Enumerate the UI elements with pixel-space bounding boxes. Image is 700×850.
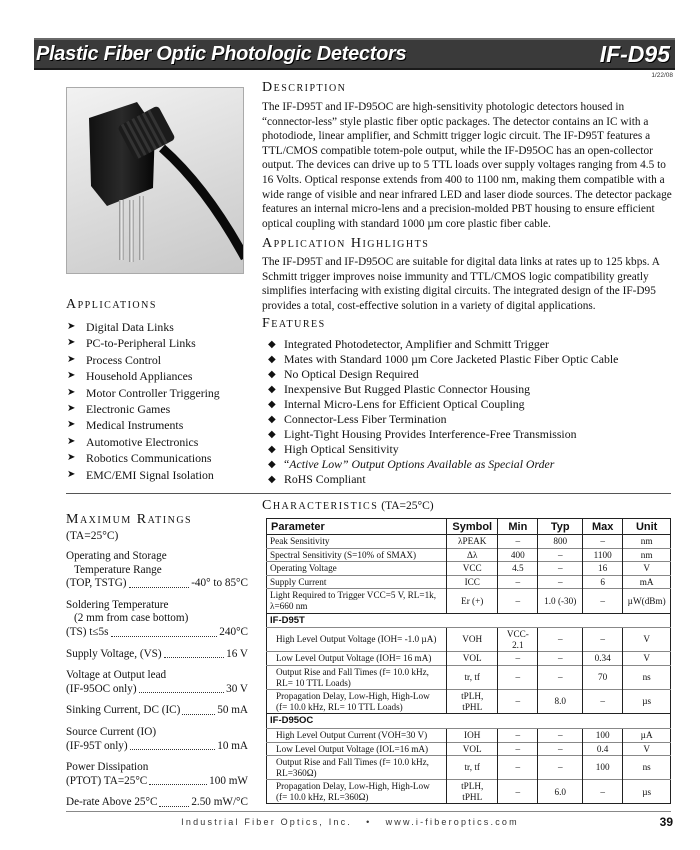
list-item: ◆ Connector-Less Fiber Termination xyxy=(268,412,447,426)
table-cell: – xyxy=(583,589,623,613)
characteristics-table xyxy=(266,518,671,804)
rating-output-voltage: Voltage at Output lead (IF-95OC only) 30 V xyxy=(66,669,248,695)
table-cell: 0.34 xyxy=(583,652,623,666)
diamond-icon: ◆ xyxy=(268,384,276,395)
rating-supply-voltage: Supply Voltage, (VS) 16 V xyxy=(66,647,248,660)
max-ratings-condition: (TA=25°C) xyxy=(66,530,119,542)
list-item: ◆ Light-Tight Housing Provides Interference-Free Transmission xyxy=(268,427,577,441)
page-title: Plastic Fiber Optic Photologic Detectors xyxy=(36,43,407,65)
table-cell: 8.0 xyxy=(538,690,583,714)
revision-date: 1/22/08 xyxy=(651,72,673,79)
rating-power-dissipation: Power Dissipation (PTOT) TA=25°C 100 mW xyxy=(66,761,248,787)
table-cell: – xyxy=(498,535,538,549)
table-row xyxy=(267,535,671,549)
table-cell: V xyxy=(623,562,671,576)
detector-illustration xyxy=(67,88,244,274)
diamond-icon: ◆ xyxy=(268,414,276,425)
table-cell: – xyxy=(498,690,538,714)
arrow-icon: ➤ xyxy=(67,452,76,464)
table-cell: V xyxy=(623,742,671,756)
table-row xyxy=(267,714,671,729)
table-header-row xyxy=(267,519,671,535)
table-cell: tPLH, tPHL xyxy=(447,780,498,804)
arrow-icon: ➤ xyxy=(67,370,76,382)
arrow-icon: ➤ xyxy=(67,353,76,365)
arrow-icon: ➤ xyxy=(67,435,76,447)
table-cell: 800 xyxy=(538,535,583,549)
list-item: ◆ “Active Low” Output Options Available as Special Order xyxy=(268,457,555,471)
table-row xyxy=(267,690,671,714)
table-cell: ns xyxy=(623,665,671,689)
diamond-icon: ◆ xyxy=(268,369,276,380)
diamond-icon: ◆ xyxy=(268,444,276,455)
column-header: Min xyxy=(498,519,538,535)
table-cell: µA xyxy=(623,728,671,742)
arrow-icon: ➤ xyxy=(67,419,76,431)
list-item: ◆ Inexpensive But Rugged Plastic Connector Housing xyxy=(268,382,531,396)
diamond-icon: ◆ xyxy=(268,474,276,485)
table-cell: Output Rise and Fall Times (f= 10.0 kHz, RL= 10 TTL Loads) xyxy=(267,665,447,689)
table-cell: Propagation Delay, Low-High, High-Low (f= 10.0 kHz, RL= 10 TTL Loads) xyxy=(267,690,447,714)
table-cell: 1.0 (-30) xyxy=(538,589,583,613)
table-row xyxy=(267,665,671,689)
table-cell: tr, tf xyxy=(447,665,498,689)
table-cell: λPEAK xyxy=(447,535,498,549)
rating-op-storage: Operating and Storage Temperature Range (TOP, TSTG) -40° to 85°C xyxy=(66,550,248,590)
table-row xyxy=(267,628,671,652)
table-cell: Δλ xyxy=(447,548,498,562)
table-cell: – xyxy=(538,562,583,576)
list-item: ◆ Internal Micro-Lens for Efficient Optical Coupling xyxy=(268,397,525,411)
table-cell: Propagation Delay, Low-High, High-Low (f= 10.0 kHz, RL=360Ω) xyxy=(267,780,447,804)
list-item: ➤ Electronic Games xyxy=(67,402,171,417)
table-cell: Operating Voltage xyxy=(267,562,447,576)
table-cell: VCC xyxy=(447,562,498,576)
highlights-text: The IF-D95T and IF-D95OC are suitable for digital data links at rates up to 125 kbps. A Schmitt trigger improves noise immunity and TTL/CMOS logic compatibility greatly simplifies interfacing with existing digital circuits. The integrated design of the IF-D95 provides a total, cost-effective solution in a variety of digital applications. xyxy=(262,256,660,312)
company-name: Industrial Fiber Optics, Inc. xyxy=(181,817,353,827)
table-cell: V xyxy=(623,628,671,652)
column-header: Max xyxy=(583,519,623,535)
list-item: ➤ Process Control xyxy=(67,352,162,367)
list-item: ◆ High Optical Sensitivity xyxy=(268,442,399,456)
table-cell: High Level Output Voltage (IOH= -1.0 µA) xyxy=(267,628,447,652)
table-cell: V xyxy=(623,652,671,666)
list-item: ➤ Medical Instruments xyxy=(67,418,184,433)
table-cell: – xyxy=(498,575,538,589)
part-number: IF-D95 xyxy=(599,41,670,67)
features-section xyxy=(262,316,672,487)
table-cell: VOH xyxy=(447,628,498,652)
features-list xyxy=(262,337,672,487)
table-section-label: IF-D95T xyxy=(267,613,671,628)
diamond-icon: ◆ xyxy=(268,339,276,350)
table-cell: Light Required to Trigger VCC=5 V, RL=1k, λ=660 nm xyxy=(267,589,447,613)
table-row xyxy=(267,652,671,666)
table-cell: – xyxy=(498,652,538,666)
arrow-icon: ➤ xyxy=(67,337,76,349)
table-cell: – xyxy=(538,756,583,780)
table-cell: – xyxy=(538,728,583,742)
section-divider xyxy=(66,493,671,494)
table-row xyxy=(267,575,671,589)
table-cell: µs xyxy=(623,780,671,804)
applications-list xyxy=(66,319,256,483)
column-header: Parameter xyxy=(267,519,447,535)
footer xyxy=(0,817,700,827)
table-cell: VOL xyxy=(447,652,498,666)
product-photo xyxy=(66,87,244,274)
table-cell: Spectral Sensitivity (S=10% of SMAX) xyxy=(267,548,447,562)
table-cell: nm xyxy=(623,535,671,549)
table-cell: mA xyxy=(623,575,671,589)
table-row xyxy=(267,548,671,562)
table-cell: – xyxy=(498,742,538,756)
description-text: The IF-D95T and IF-D95OC are high-sensitivity photologic detectors housed in “connector-less” style plastic fiber optic packages. The detector contains an IC with a photodiode, linear amplifier, and Schmitt trigger logic circuit. The IF-D95T features a TTL/CMOS compatible totem-pole output, while the IF-D95OC has an open-collector output. The devices can drive up to 5 TTL loads over supply voltages ranging from 4.5 to 16 Volts. Optical response extends from 400 to 1100 nm, making them compatible with a wide range of visible and near infrared LED and laser diode sources. The detector package features an internal micro-lens and a precision-molded PBT housing to ensure efficient optical coupling with standard 1000 µm core plastic fiber cable. xyxy=(262,101,672,230)
column-header: Symbol xyxy=(447,519,498,535)
arrow-icon: ➤ xyxy=(67,321,76,332)
list-item: ➤ PC-to-Peripheral Links xyxy=(67,336,196,351)
highlights-heading: Application Highlights xyxy=(262,236,430,251)
column-header: Unit xyxy=(623,519,671,535)
footer-divider xyxy=(66,811,671,812)
diamond-icon: ◆ xyxy=(268,459,276,470)
website-url: www.i-fiberoptics.com xyxy=(385,817,519,827)
table-cell: 4.5 xyxy=(498,562,538,576)
table-row xyxy=(267,562,671,576)
list-item: ➤ Automotive Electronics xyxy=(67,434,199,449)
table-row xyxy=(267,728,671,742)
column-header: Typ xyxy=(538,519,583,535)
table-cell: Peak Sensitivity xyxy=(267,535,447,549)
list-item: ➤ Motor Controller Triggering xyxy=(67,385,220,400)
table-cell: 100 xyxy=(583,728,623,742)
characteristics-section xyxy=(262,498,672,514)
table-cell: IOH xyxy=(447,728,498,742)
table-cell: ns xyxy=(623,756,671,780)
table-cell: µs xyxy=(623,690,671,714)
table-cell: Er (+) xyxy=(447,589,498,613)
table-row xyxy=(267,589,671,613)
table-cell: – xyxy=(498,728,538,742)
table-cell: 400 xyxy=(498,548,538,562)
table-cell: VOL xyxy=(447,742,498,756)
table-cell: 6 xyxy=(583,575,623,589)
list-item: ◆ Integrated Photodetector, Amplifier and Schmitt Trigger xyxy=(268,337,549,351)
table-cell: 16 xyxy=(583,562,623,576)
description-heading: Description xyxy=(262,80,347,95)
rating-source-current: Source Current (IO) (IF-95T only) 10 mA xyxy=(66,725,248,752)
table-row xyxy=(267,756,671,780)
rating-derate: De-rate Above 25°C 2.50 mW/°C xyxy=(66,796,248,809)
table-cell: ICC xyxy=(447,575,498,589)
table-cell: nm xyxy=(623,548,671,562)
table-cell: VCC-2.1 xyxy=(498,628,538,652)
table-cell: tPLH, tPHL xyxy=(447,690,498,714)
table-cell: – xyxy=(538,652,583,666)
table-cell: Low Level Output Voltage (IOL=16 mA) xyxy=(267,742,447,756)
table-cell: – xyxy=(583,780,623,804)
list-item: ➤ Robotics Communications xyxy=(67,451,212,466)
applications-section xyxy=(66,297,256,483)
table-cell: – xyxy=(538,575,583,589)
table-cell: 6.0 xyxy=(538,780,583,804)
table-row xyxy=(267,613,671,628)
table-cell: µW(dBm) xyxy=(623,589,671,613)
table-cell: – xyxy=(498,589,538,613)
list-item: ◆ Mates with Standard 1000 µm Core Jacketed Plastic Fiber Optic Cable xyxy=(268,352,619,366)
description-section xyxy=(262,80,672,231)
table-cell: – xyxy=(498,665,538,689)
table-cell: – xyxy=(538,628,583,652)
list-item: ➤ EMC/EMI Signal Isolation xyxy=(67,467,214,482)
table-section-label: IF-D95OC xyxy=(267,714,671,729)
rating-soldering: Soldering Temperature (2 mm from case bottom) (TS) t≤5s 240°C xyxy=(66,598,248,638)
rating-sinking-current: Sinking Current, DC (IC) 50 mA xyxy=(66,704,248,717)
table-cell: – xyxy=(583,628,623,652)
table-row xyxy=(267,780,671,804)
list-item: ◆ RoHS Compliant xyxy=(268,472,366,486)
list-item: ➤ Household Appliances xyxy=(67,369,193,384)
list-item: ➤ Digital Data Links xyxy=(67,320,174,334)
table-cell: tr, tf xyxy=(447,756,498,780)
diamond-icon: ◆ xyxy=(268,399,276,410)
table-cell: – xyxy=(538,742,583,756)
table-cell: – xyxy=(583,535,623,549)
diamond-icon: ◆ xyxy=(268,429,276,440)
diamond-icon: ◆ xyxy=(268,354,276,365)
table-cell: – xyxy=(538,548,583,562)
table-cell: Low Level Output Voltage (IOH= 16 mA) xyxy=(267,652,447,666)
arrow-icon: ➤ xyxy=(67,403,76,415)
table-cell: – xyxy=(538,665,583,689)
max-ratings-heading: Maximum Ratings xyxy=(66,512,193,527)
features-heading: Features xyxy=(262,316,326,331)
table-cell: 70 xyxy=(583,665,623,689)
table-cell: – xyxy=(498,780,538,804)
table-cell: Output Rise and Fall Times (f= 10.0 kHz, RL=360Ω) xyxy=(267,756,447,780)
table-cell: High Level Output Current (VOH=30 V) xyxy=(267,728,447,742)
arrow-icon: ➤ xyxy=(67,386,76,398)
arrow-icon: ➤ xyxy=(67,468,76,480)
page-number: 39 xyxy=(659,815,673,829)
table-cell: 100 xyxy=(583,756,623,780)
characteristics-condition: (TA=25°C) xyxy=(381,500,434,512)
table-cell: – xyxy=(498,756,538,780)
list-item: ◆ No Optical Design Required xyxy=(268,367,419,381)
applications-heading: Applications xyxy=(66,297,157,312)
table-cell: 0.4 xyxy=(583,742,623,756)
max-ratings-section xyxy=(66,512,248,810)
table-row xyxy=(267,742,671,756)
highlights-section xyxy=(262,236,672,313)
table-cell: – xyxy=(583,690,623,714)
table-cell: Supply Current xyxy=(267,575,447,589)
characteristics-heading: Characteristics xyxy=(262,498,379,513)
table-cell: 1100 xyxy=(583,548,623,562)
separator: • xyxy=(366,817,372,827)
